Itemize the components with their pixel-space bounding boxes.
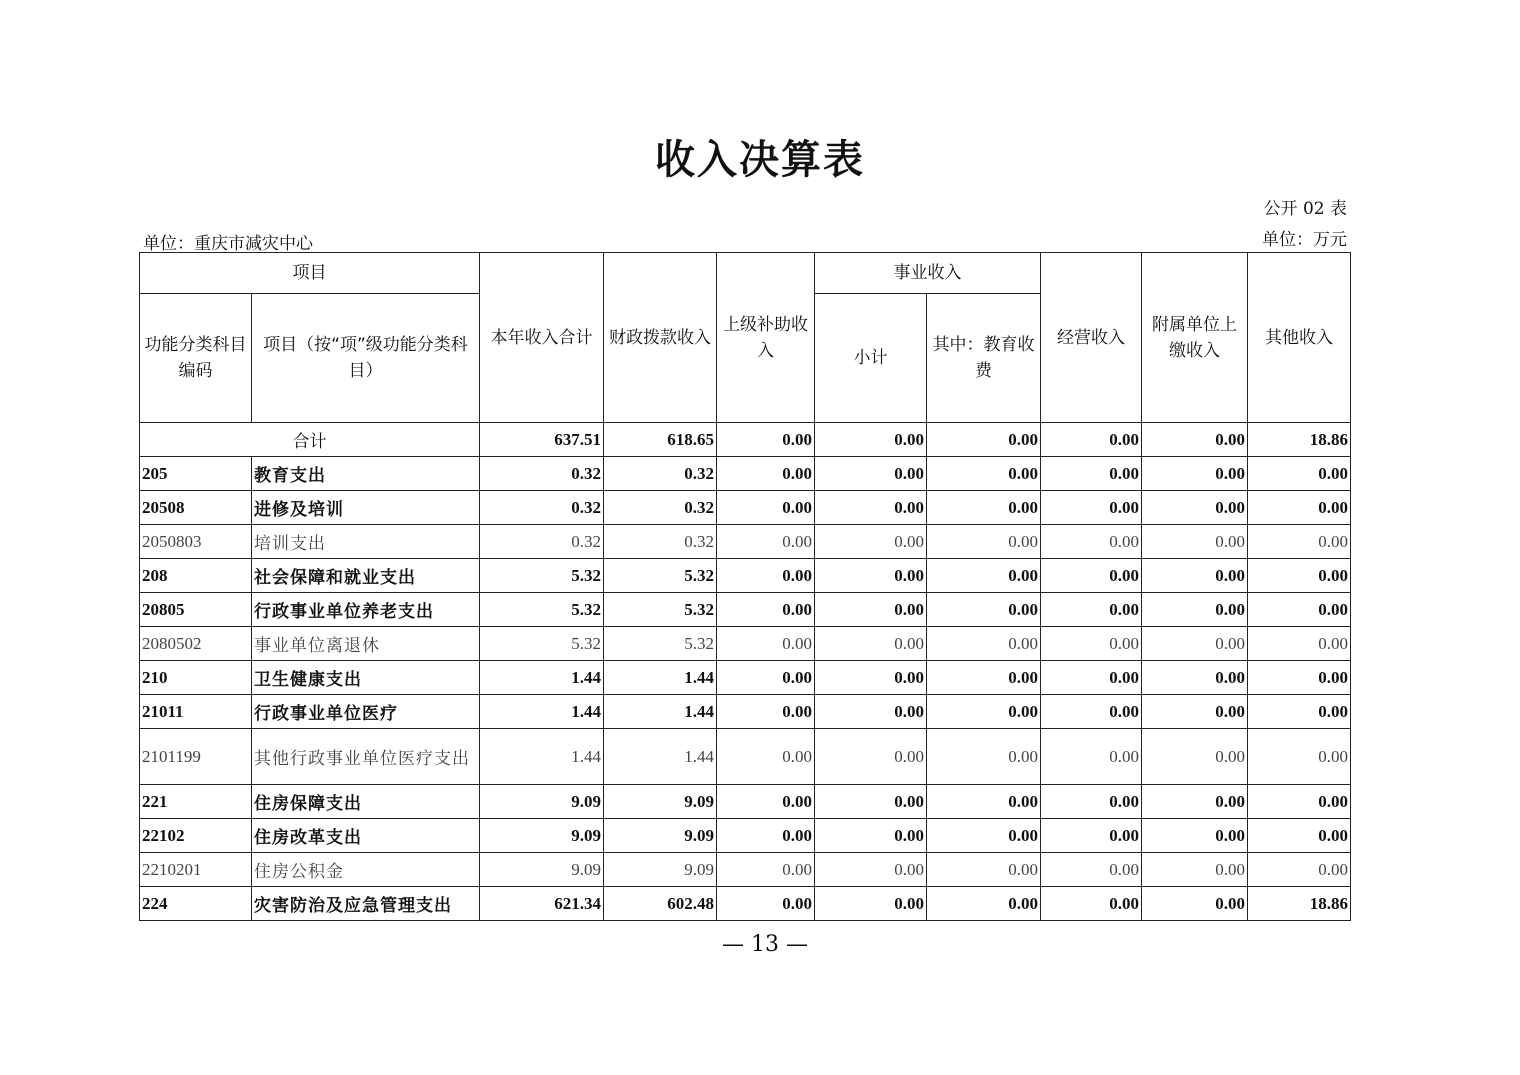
row-value: 0.32 xyxy=(480,457,604,491)
row-value: 0.00 xyxy=(1041,661,1142,695)
row-value: 5.32 xyxy=(604,559,717,593)
row-code: 2210201 xyxy=(140,853,252,887)
table-row xyxy=(140,853,1351,887)
row-value: 0.32 xyxy=(480,491,604,525)
row-value: 0.00 xyxy=(927,785,1041,819)
header-education-fee: 其中：教育收费 xyxy=(927,294,1041,423)
row-value: 0.00 xyxy=(1041,853,1142,887)
row-value: 0.00 xyxy=(1142,627,1248,661)
row-value: 0.00 xyxy=(1248,593,1351,627)
row-value: 0.00 xyxy=(815,853,927,887)
row-value: 0.00 xyxy=(927,695,1041,729)
row-value: 0.00 xyxy=(815,887,927,921)
table-row xyxy=(140,785,1351,819)
row-code: 2080502 xyxy=(140,627,252,661)
row-value: 602.48 xyxy=(604,887,717,921)
table-row xyxy=(140,491,1351,525)
header-superior: 上级补助收入 xyxy=(717,253,815,423)
row-value: 0.00 xyxy=(1248,729,1351,785)
row-code: 205 xyxy=(140,457,252,491)
header-business-group: 事业收入 xyxy=(815,253,1041,294)
row-value: 0.00 xyxy=(815,593,927,627)
row-code: 21011 xyxy=(140,695,252,729)
row-name: 住房公积金 xyxy=(252,853,480,887)
row-value: 18.86 xyxy=(1248,887,1351,921)
header-func-code: 功能分类科目编码 xyxy=(140,294,252,423)
row-value: 9.09 xyxy=(604,853,717,887)
row-code: 2050803 xyxy=(140,525,252,559)
row-value: 5.32 xyxy=(480,627,604,661)
total-row xyxy=(140,423,1351,457)
row-value: 0.00 xyxy=(815,525,927,559)
row-code: 20508 xyxy=(140,491,252,525)
row-value: 0.00 xyxy=(717,819,815,853)
row-value: 0.00 xyxy=(1142,887,1248,921)
row-code: 20805 xyxy=(140,593,252,627)
reporting-unit: 单位：重庆市减灾中心 xyxy=(143,234,313,254)
row-value: 0.00 xyxy=(815,627,927,661)
total-label: 合计 xyxy=(140,423,480,457)
row-value: 0.32 xyxy=(604,525,717,559)
total-value: 0.00 xyxy=(1041,423,1142,457)
row-value: 0.00 xyxy=(927,559,1041,593)
row-value: 0.00 xyxy=(815,457,927,491)
row-value: 0.00 xyxy=(1041,627,1142,661)
row-value: 0.00 xyxy=(1041,593,1142,627)
row-value: 0.00 xyxy=(717,853,815,887)
row-value: 9.09 xyxy=(604,785,717,819)
header-total-income: 本年收入合计 xyxy=(480,253,604,423)
row-value: 0.00 xyxy=(1248,853,1351,887)
row-value: 0.00 xyxy=(717,559,815,593)
row-value: 0.00 xyxy=(1041,695,1142,729)
row-value: 1.44 xyxy=(480,661,604,695)
row-value: 0.00 xyxy=(717,457,815,491)
row-name: 社会保障和就业支出 xyxy=(252,559,480,593)
header-operating: 经营收入 xyxy=(1041,253,1142,423)
row-value: 5.32 xyxy=(480,593,604,627)
row-code: 224 xyxy=(140,887,252,921)
total-value: 0.00 xyxy=(1142,423,1248,457)
row-code: 208 xyxy=(140,559,252,593)
row-value: 0.32 xyxy=(604,457,717,491)
row-value: 0.00 xyxy=(1041,525,1142,559)
row-value: 0.00 xyxy=(927,457,1041,491)
row-value: 5.32 xyxy=(480,559,604,593)
row-value: 0.00 xyxy=(1142,695,1248,729)
row-value: 0.00 xyxy=(1248,819,1351,853)
row-value: 0.00 xyxy=(1041,729,1142,785)
row-value: 0.00 xyxy=(1142,819,1248,853)
row-name: 卫生健康支出 xyxy=(252,661,480,695)
row-value: 0.00 xyxy=(815,491,927,525)
row-code: 210 xyxy=(140,661,252,695)
row-value: 1.44 xyxy=(604,729,717,785)
currency-unit: 单位：万元 xyxy=(1262,230,1347,250)
row-value: 0.00 xyxy=(927,627,1041,661)
row-name: 培训支出 xyxy=(252,525,480,559)
row-value: 0.00 xyxy=(1041,785,1142,819)
header-other: 其他收入 xyxy=(1248,253,1351,423)
row-value: 0.00 xyxy=(1248,491,1351,525)
form-number: 公开 02 表 xyxy=(1263,199,1347,219)
row-value: 9.09 xyxy=(480,819,604,853)
row-name: 进修及培训 xyxy=(252,491,480,525)
table-row xyxy=(140,593,1351,627)
row-value: 0.00 xyxy=(815,559,927,593)
row-value: 0.00 xyxy=(1041,819,1142,853)
row-value: 0.00 xyxy=(1041,887,1142,921)
total-value: 0.00 xyxy=(717,423,815,457)
income-final-accounts-table xyxy=(139,252,1351,921)
row-value: 0.00 xyxy=(1248,457,1351,491)
row-value: 1.44 xyxy=(480,729,604,785)
row-value: 0.00 xyxy=(927,819,1041,853)
table-row xyxy=(140,729,1351,785)
table-row xyxy=(140,457,1351,491)
table-row xyxy=(140,559,1351,593)
table-row xyxy=(140,661,1351,695)
table-header xyxy=(140,253,1351,423)
row-value: 0.32 xyxy=(604,491,717,525)
header-fiscal: 财政拨款收入 xyxy=(604,253,717,423)
row-value: 1.44 xyxy=(604,695,717,729)
row-value: 0.00 xyxy=(927,525,1041,559)
row-value: 0.00 xyxy=(1248,559,1351,593)
row-value: 0.00 xyxy=(1248,695,1351,729)
row-value: 0.00 xyxy=(717,695,815,729)
row-value: 0.00 xyxy=(717,593,815,627)
table-row xyxy=(140,695,1351,729)
row-value: 0.00 xyxy=(815,729,927,785)
row-value: 0.00 xyxy=(1142,729,1248,785)
total-value: 0.00 xyxy=(927,423,1041,457)
row-code: 22102 xyxy=(140,819,252,853)
row-value: 0.00 xyxy=(927,887,1041,921)
row-value: 0.00 xyxy=(815,819,927,853)
row-value: 5.32 xyxy=(604,593,717,627)
row-name: 教育支出 xyxy=(252,457,480,491)
total-value: 637.51 xyxy=(480,423,604,457)
row-value: 0.00 xyxy=(927,853,1041,887)
row-value: 0.00 xyxy=(1248,525,1351,559)
row-value: 5.32 xyxy=(604,627,717,661)
row-value: 0.00 xyxy=(1142,593,1248,627)
row-value: 0.00 xyxy=(717,661,815,695)
row-value: 0.00 xyxy=(1142,661,1248,695)
row-code: 221 xyxy=(140,785,252,819)
row-value: 0.00 xyxy=(1142,491,1248,525)
row-value: 0.00 xyxy=(1248,627,1351,661)
row-value: 0.00 xyxy=(717,887,815,921)
row-value: 0.00 xyxy=(717,627,815,661)
row-value: 0.00 xyxy=(1041,491,1142,525)
page-number: — 13 — xyxy=(722,932,808,957)
row-name: 行政事业单位医疗 xyxy=(252,695,480,729)
row-value: 0.00 xyxy=(717,491,815,525)
row-name: 行政事业单位养老支出 xyxy=(252,593,480,627)
row-value: 0.00 xyxy=(1248,785,1351,819)
row-name: 灾害防治及应急管理支出 xyxy=(252,887,480,921)
table-row xyxy=(140,627,1351,661)
header-affiliated: 附属单位上缴收入 xyxy=(1142,253,1248,423)
row-value: 0.00 xyxy=(1142,853,1248,887)
row-value: 0.00 xyxy=(717,729,815,785)
row-value: 621.34 xyxy=(480,887,604,921)
table-row xyxy=(140,525,1351,559)
row-name: 其他行政事业单位医疗支出 xyxy=(252,729,480,785)
row-value: 9.09 xyxy=(604,819,717,853)
total-value: 18.86 xyxy=(1248,423,1351,457)
row-name: 住房改革支出 xyxy=(252,819,480,853)
row-value: 0.00 xyxy=(717,525,815,559)
row-value: 1.44 xyxy=(604,661,717,695)
row-value: 0.00 xyxy=(927,729,1041,785)
row-value: 0.00 xyxy=(1142,559,1248,593)
row-name: 事业单位离退休 xyxy=(252,627,480,661)
row-value: 0.32 xyxy=(480,525,604,559)
header-subtotal: 小计 xyxy=(815,294,927,423)
row-value: 0.00 xyxy=(815,661,927,695)
row-value: 0.00 xyxy=(927,661,1041,695)
row-value: 0.00 xyxy=(1041,559,1142,593)
table-row xyxy=(140,819,1351,853)
row-value: 0.00 xyxy=(1142,457,1248,491)
row-value: 9.09 xyxy=(480,785,604,819)
row-name: 住房保障支出 xyxy=(252,785,480,819)
header-project: 项目 xyxy=(140,253,480,294)
total-value: 0.00 xyxy=(815,423,927,457)
page-title: 收入决算表 xyxy=(655,136,865,183)
row-value: 0.00 xyxy=(1142,525,1248,559)
header-item-name: 项目（按“项”级功能分类科目） xyxy=(252,294,480,423)
row-value: 0.00 xyxy=(927,491,1041,525)
row-value: 0.00 xyxy=(1248,661,1351,695)
row-value: 0.00 xyxy=(927,593,1041,627)
row-value: 0.00 xyxy=(815,695,927,729)
row-value: 0.00 xyxy=(717,785,815,819)
table-row xyxy=(140,887,1351,921)
row-code: 2101199 xyxy=(140,729,252,785)
row-value: 0.00 xyxy=(1142,785,1248,819)
total-value: 618.65 xyxy=(604,423,717,457)
table-body xyxy=(140,423,1351,921)
row-value: 0.00 xyxy=(1041,457,1142,491)
row-value: 0.00 xyxy=(815,785,927,819)
row-value: 9.09 xyxy=(480,853,604,887)
row-value: 1.44 xyxy=(480,695,604,729)
